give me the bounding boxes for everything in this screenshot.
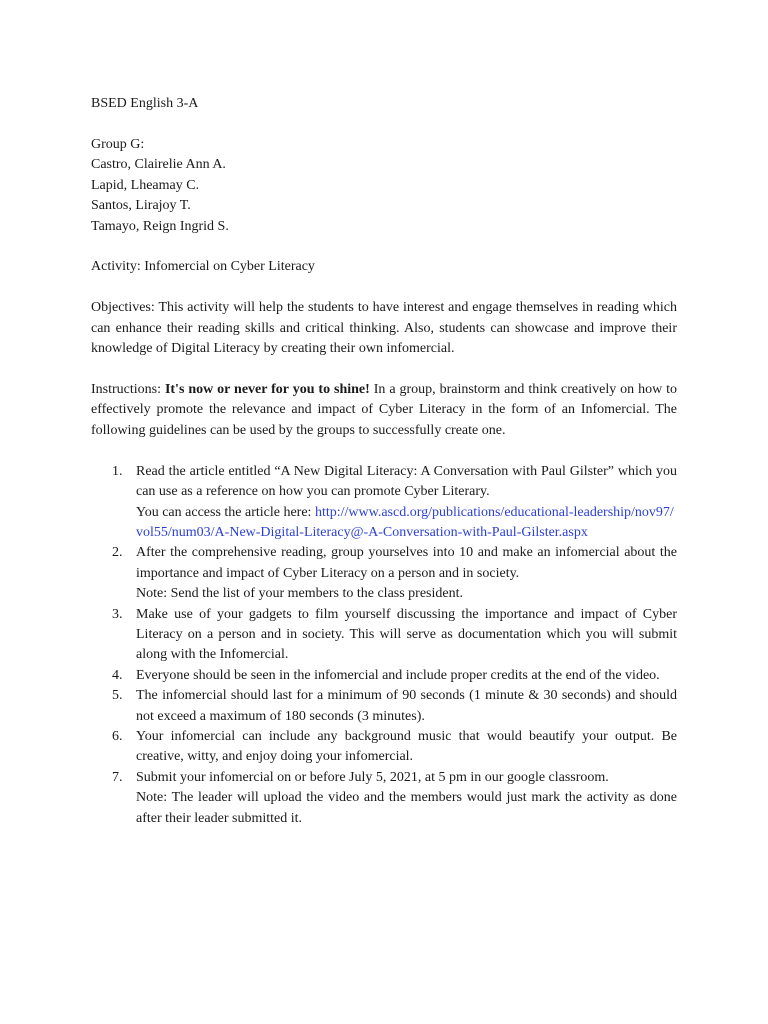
- spacer: [91, 237, 677, 258]
- member-name: Santos, Lirajoy T.: [91, 198, 191, 214]
- step-text: Your infomercial can include any background music that would beautify your output. Be creative, witty, and enjoy doing your infomercial.: [136, 729, 677, 765]
- list-number: 1.: [112, 463, 123, 479]
- member-name: Lapid, Lheamay C.: [91, 177, 200, 193]
- step-text: The infomercial should last for a minimum of 90 seconds (1 minute & 30 seconds) and should not exceed a maximum of 180 seconds (3 minutes).: [136, 688, 677, 724]
- spacer: [91, 278, 677, 299]
- list-number: 5.: [112, 688, 123, 704]
- list-number: 4.: [112, 667, 123, 683]
- instructions-label: Instructions:: [91, 382, 165, 398]
- access-label: You can access the article here:: [136, 504, 315, 520]
- list-item: [91, 686, 677, 727]
- instructions-text: In a group, brainstorm and think creatively on how to effectively promote the relevance and impact of Cyber Literacy in the form of an Infomercial. The following guidelines can be used by the groups to successfully create one.: [91, 382, 678, 438]
- list-item: [91, 605, 677, 666]
- member-name: Castro, Clairelie Ann A.: [91, 157, 226, 173]
- list-item: [91, 462, 677, 544]
- step-note: Note: Send the list of your members to the class president.: [136, 586, 463, 602]
- guidelines-list: [91, 462, 677, 829]
- step-text: Submit your infomercial on or before July 5, 2021, at 5 pm in our google classroom.: [136, 769, 609, 785]
- list-item: [91, 727, 677, 768]
- spacer: [91, 441, 677, 462]
- member-name: Tamayo, Reign Ingrid S.: [91, 218, 229, 234]
- list-item: [91, 543, 677, 604]
- article-link[interactable]: http://www.ascd.org/publications/educational-leadership/nov97/vol55/num03/A-New-Digital-Literacy@-A-Conversation-with-Paul-Gilster.aspx: [136, 504, 674, 540]
- group-label: Group G:: [91, 136, 145, 152]
- article-access: [136, 503, 677, 544]
- course-title: BSED English 3-A: [91, 96, 199, 111]
- instructions-paragraph: [91, 380, 677, 441]
- list-number: 7.: [112, 769, 123, 785]
- objectives-paragraph: Objectives: This activity will help the students to have interest and engage themselves in reading which can enhance their reading skills and critical thinking. Also, students can showcase and improve their knowledge of Digital Literacy by creating their own infomercial.: [91, 300, 677, 357]
- list-item: [91, 666, 677, 686]
- step-text: Everyone should be seen in the infomercial and include proper credits at the end of the video.: [136, 667, 660, 683]
- step-text: After the comprehensive reading, group yourselves into 10 and make an infomercial about the importance and impact of Cyber Literacy on a person and in society.: [136, 545, 677, 581]
- list-number: 3.: [112, 606, 123, 622]
- list-number: 2.: [112, 545, 123, 561]
- step-note: Note: The leader will upload the video and the members would just mark the activity as done after their leader submitted it.: [136, 790, 677, 826]
- step-text: Make use of your gadgets to film yourself discussing the importance and impact of Cyber Literacy on a person and in society. This will serve as documentation which you will submit along with the Infomercial.: [136, 606, 677, 663]
- list-number: 6.: [112, 729, 123, 745]
- spacer: [91, 114, 677, 135]
- activity-title: Activity: Infomercial on Cyber Literacy: [91, 259, 315, 275]
- document-page: [91, 94, 677, 829]
- instructions-emphasis: It's now or never for you to shine!: [164, 382, 370, 398]
- list-item: [91, 768, 677, 829]
- step-text: Read the article entitled “A New Digital Literacy: A Conversation with Paul Gilster” which you can use as a reference on how you can promote Cyber Literary.: [136, 463, 677, 500]
- spacer: [91, 360, 677, 381]
